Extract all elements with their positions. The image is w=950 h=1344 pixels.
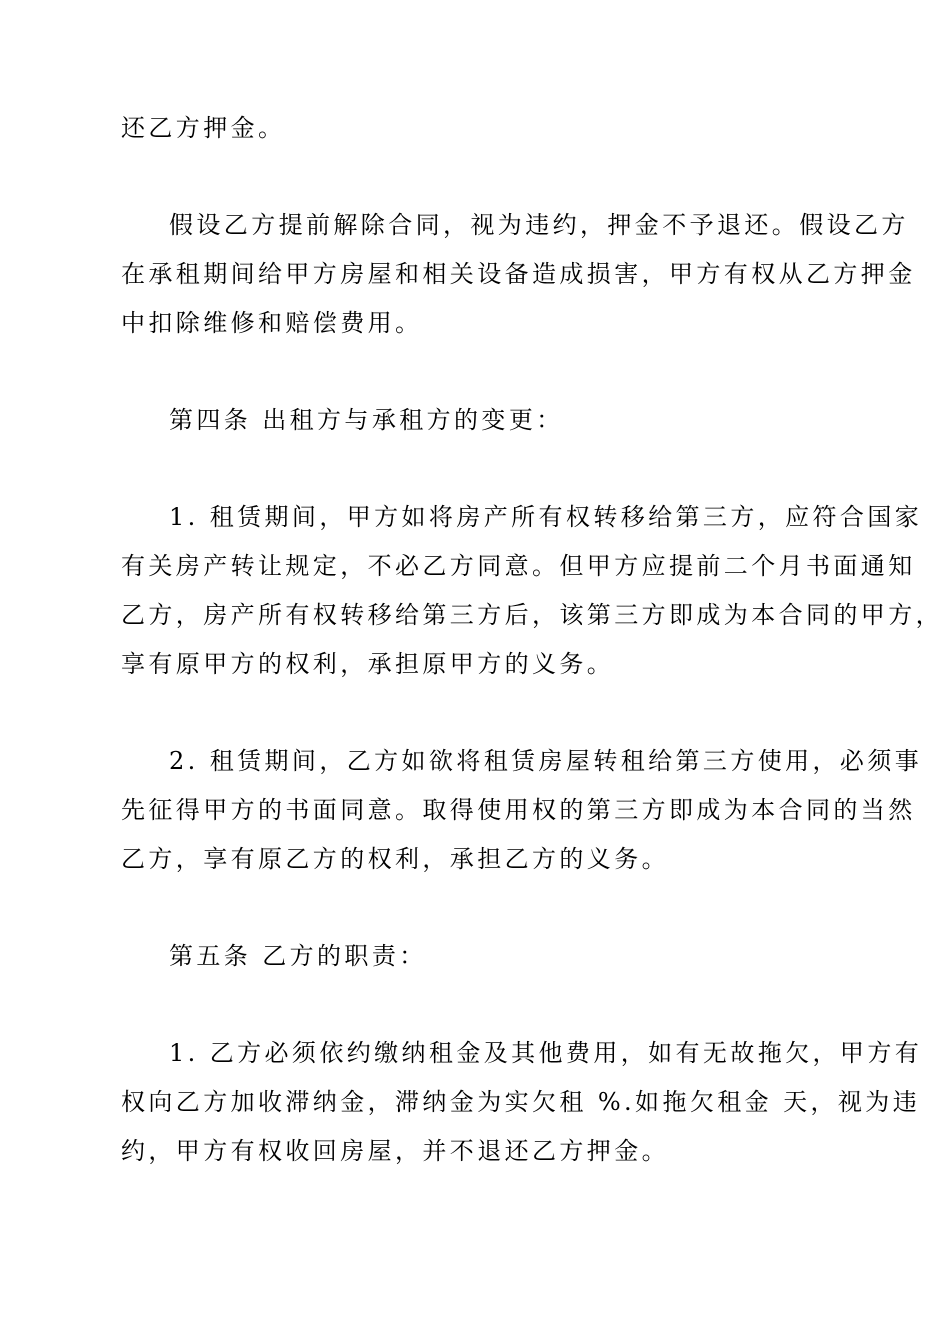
paragraph-line: 还乙方押金。	[121, 114, 286, 142]
paragraph-line: 1. 乙方必须依约缴纳租金及其他费用，如有无故拖欠，甲方有	[169, 1039, 923, 1067]
paragraph-line: 权向乙方加收滞纳金，滞纳金为实欠租 %.如拖欠租金 天，视为违	[121, 1088, 921, 1116]
paragraph-line: 1. 租赁期间，甲方如将房产所有权转移给第三方，应符合国家	[169, 503, 923, 531]
paragraph-line: 乙方，享有原乙方的权利，承担乙方的义务。	[121, 845, 669, 873]
paragraph-line: 2. 租赁期间，乙方如欲将租赁房屋转租给第三方使用，必须事	[169, 747, 923, 775]
paragraph-line: 假设乙方提前解除合同，视为违约，押金不予退还。假设乙方	[169, 211, 909, 239]
paragraph-line: 在承租期间给甲方房屋和相关设备造成损害，甲方有权从乙方押金	[121, 260, 916, 288]
section-heading: 第四条 出租方与承租方的变更：	[169, 406, 564, 434]
section-heading: 第五条 乙方的职责：	[169, 942, 427, 970]
paragraph-line: 约，甲方有权收回房屋，并不退还乙方押金。	[121, 1137, 669, 1165]
paragraph-line: 中扣除维修和赔偿费用。	[121, 309, 423, 337]
paragraph-line: 有关房产转让规定，不必乙方同意。但甲方应提前二个月书面通知	[121, 552, 916, 580]
paragraph-line: 享有原甲方的权利，承担原甲方的义务。	[121, 650, 615, 678]
paragraph-line: 先征得甲方的书面同意。取得使用权的第三方即成为本合同的当然	[121, 796, 916, 824]
paragraph-line: 乙方，房产所有权转移给第三方后，该第三方即成为本合同的甲方，	[121, 601, 943, 629]
